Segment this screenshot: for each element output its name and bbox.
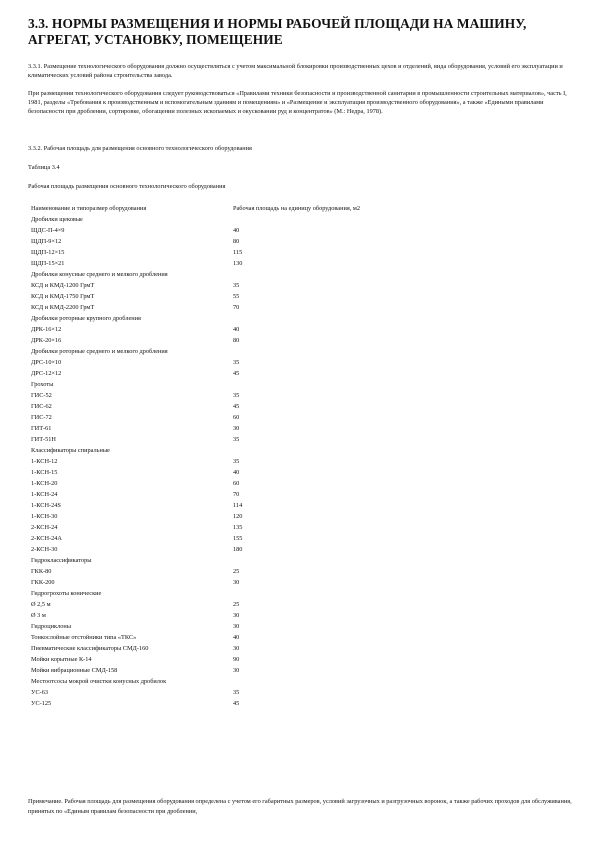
- table-row: [31, 357, 571, 368]
- table-row: [31, 225, 571, 236]
- area-value-cell: 60: [233, 480, 240, 487]
- area-value-cell: 60: [233, 414, 240, 421]
- area-value-cell: 40: [233, 326, 240, 333]
- table-row: [31, 478, 571, 489]
- equipment-name-cell: УС-125: [31, 700, 52, 707]
- equipment-name-cell: КСД и КМД-1750 ГрмТ: [31, 293, 95, 300]
- area-value-cell: 25: [233, 601, 240, 608]
- table-row: [31, 544, 571, 555]
- table-body: [31, 214, 571, 709]
- table-row: [31, 379, 571, 390]
- table-row: [31, 588, 571, 599]
- paragraph-safety-rules: При размещении технологического оборудования следует руководствоваться «Правилами техники безопасности и производственной санитарии в промышленности строительных материалов», часть I, 1981, разделы «Требования к производственным и вспомогательным зданиям и помещениям» и «Размещение и эксплуатация производственного оборудования», а также «Едиными правилами безопасности при дроблении, сортировке, обогащении полезных ископаемых и окусковании руд и концентратов» (М.: Недра, 1978).: [28, 90, 567, 115]
- table-row: [31, 610, 571, 621]
- table-row: [31, 423, 571, 434]
- column-header-name: Наименование и типоразмер оборудования: [31, 205, 147, 212]
- table-row: [31, 445, 571, 456]
- equipment-name-cell: Ø 3 м: [31, 612, 46, 619]
- area-value-cell: 35: [233, 282, 240, 289]
- area-value-cell: 25: [233, 568, 240, 575]
- equipment-name-cell: ЩДС-П-4×9: [31, 227, 65, 234]
- area-value-cell: 45: [233, 370, 240, 377]
- table-row: [31, 533, 571, 544]
- table-row: [31, 489, 571, 500]
- table-label: Таблица 3.4: [28, 164, 60, 171]
- table-row: [31, 698, 571, 709]
- equipment-area-table: [31, 203, 571, 709]
- equipment-name-cell: 2-КСН-24: [31, 524, 58, 531]
- equipment-name-cell: 2-КСН-24А: [31, 535, 62, 542]
- equipment-name-cell: ДРС-10×10: [31, 359, 62, 366]
- equipment-name-cell: Дробилки роторные среднего и мелкого дробления: [31, 348, 168, 355]
- column-header-area: Рабочая площадь на единицу оборудования, м2: [233, 205, 361, 212]
- table-row: [31, 236, 571, 247]
- equipment-name-cell: ГИТ-61: [31, 425, 52, 432]
- equipment-name-cell: ДРС-12×12: [31, 370, 62, 377]
- area-value-cell: 120: [233, 513, 243, 520]
- equipment-name-cell: ДРК-16×12: [31, 326, 62, 333]
- area-value-cell: 40: [233, 634, 240, 641]
- area-value-cell: 30: [233, 579, 240, 586]
- area-value-cell: 80: [233, 337, 240, 344]
- table-row: [31, 522, 571, 533]
- equipment-name-cell: 2-КСН-30: [31, 546, 58, 553]
- area-value-cell: 115: [233, 249, 243, 256]
- equipment-name-cell: КСД и КМД-2200 ГрмТ: [31, 304, 95, 311]
- section-heading: 3.3. НОРМЫ РАЗМЕЩЕНИЯ И НОРМЫ РАБОЧЕЙ ПЛОЩАДИ НА МАШИНУ, АГРЕГАТ, УСТАНОВКУ, ПОМЕЩЕНИЕ: [28, 16, 527, 47]
- area-value-cell: 45: [233, 700, 240, 707]
- paragraph-3-3-1: 3.3.1. Размещение технологического оборудования должно осуществляться с учетом максимальной блокировки производственных цехов и отделений, вида оборудования, условий его эксплуатации и климатических условий района строительства завода.: [28, 63, 563, 79]
- equipment-name-cell: 1-КСН-30: [31, 513, 58, 520]
- table-row: [31, 599, 571, 610]
- area-value-cell: 70: [233, 491, 240, 498]
- equipment-name-cell: ГИС-72: [31, 414, 52, 421]
- table-row: [31, 302, 571, 313]
- area-value-cell: 130: [233, 260, 243, 267]
- table-row: [31, 313, 571, 324]
- area-value-cell: 35: [233, 392, 240, 399]
- equipment-name-cell: Грохоты: [31, 381, 54, 388]
- table-row: [31, 665, 571, 676]
- table-row: [31, 412, 571, 423]
- equipment-name-cell: ГИТ-51Н: [31, 436, 56, 443]
- area-value-cell: 30: [233, 425, 240, 432]
- table-row: [31, 401, 571, 412]
- equipment-name-cell: Мойки вибрационные СМД-158: [31, 667, 118, 674]
- equipment-name-cell: ГКК-200: [31, 579, 55, 586]
- equipment-name-cell: 1-КСН-12: [31, 458, 58, 465]
- area-value-cell: 135: [233, 524, 243, 531]
- equipment-name-cell: ЩДП-12×15: [31, 249, 65, 256]
- equipment-name-cell: Дробилки щековые: [31, 216, 83, 223]
- area-value-cell: 45: [233, 403, 240, 410]
- area-value-cell: 35: [233, 458, 240, 465]
- area-value-cell: 35: [233, 436, 240, 443]
- area-value-cell: 40: [233, 227, 240, 234]
- area-value-cell: 40: [233, 469, 240, 476]
- table-title: Рабочая площадь размещения основного технологического оборудования: [28, 183, 226, 190]
- table-row: [31, 456, 571, 467]
- equipment-name-cell: УС-63: [31, 689, 49, 696]
- table-row: [31, 467, 571, 478]
- equipment-name-cell: 1-КСН-24S: [31, 502, 61, 509]
- area-value-cell: 30: [233, 623, 240, 630]
- area-value-cell: 70: [233, 304, 240, 311]
- equipment-name-cell: ГИС-62: [31, 403, 52, 410]
- table-row: [31, 335, 571, 346]
- equipment-name-cell: Классификаторы спиральные: [31, 447, 110, 454]
- equipment-name-cell: 1-КСН-15: [31, 469, 58, 476]
- equipment-name-cell: 1-КСН-24: [31, 491, 58, 498]
- equipment-name-cell: КСД и КМД-1200 ГрмТ: [31, 282, 95, 289]
- equipment-name-cell: Местоотсосы мокрой очистки конусных дробилок: [31, 678, 167, 685]
- equipment-name-cell: Дробилки конусные среднего и мелкого дробления: [31, 271, 168, 278]
- table-row: [31, 269, 571, 280]
- area-value-cell: 155: [233, 535, 243, 542]
- equipment-name-cell: Мойки корытные К-14: [31, 656, 92, 663]
- table-row: [31, 247, 571, 258]
- table-row: [31, 511, 571, 522]
- table-row: [31, 632, 571, 643]
- equipment-name-cell: ГКК-80: [31, 568, 52, 575]
- equipment-name-cell: 1-КСН-20: [31, 480, 58, 487]
- table-row: [31, 654, 571, 665]
- area-value-cell: 35: [233, 359, 240, 366]
- table-row: [31, 258, 571, 269]
- area-value-cell: 35: [233, 689, 240, 696]
- table-row: [31, 676, 571, 687]
- table-row: [31, 500, 571, 511]
- area-value-cell: 30: [233, 612, 240, 619]
- table-row: [31, 390, 571, 401]
- table-row: [31, 434, 571, 445]
- table-row: [31, 291, 571, 302]
- table-row: [31, 555, 571, 566]
- table-row: [31, 687, 571, 698]
- equipment-name-cell: Гидроклассификаторы: [31, 557, 92, 564]
- paragraph-3-3-2: 3.3.2. Рабочая площадь для размещения основного технологического оборудования: [28, 145, 252, 152]
- area-value-cell: 30: [233, 645, 240, 652]
- table-row: [31, 324, 571, 335]
- equipment-name-cell: Пневматические классификаторы СМД-160: [31, 645, 149, 652]
- table-row: [31, 214, 571, 225]
- area-value-cell: 55: [233, 293, 240, 300]
- equipment-name-cell: ГИС-52: [31, 392, 52, 399]
- area-value-cell: 90: [233, 656, 240, 663]
- table-row: [31, 280, 571, 291]
- table-row: [31, 368, 571, 379]
- table-note: Примечание. Рабочая площадь для размещения оборудования определена с учетом его габаритных размеров, условий загрузочных и разгрузочных воронок, а также рабочих проходов для обслуживания, принятых по «Единым правилам безопасности при дроблении,: [28, 798, 572, 815]
- table-header-row: [31, 203, 571, 214]
- area-value-cell: 80: [233, 238, 240, 245]
- table-row: [31, 621, 571, 632]
- table-row: [31, 346, 571, 357]
- table-row: [31, 566, 571, 577]
- area-value-cell: 180: [233, 546, 243, 553]
- equipment-name-cell: Ø 2,5 м: [31, 601, 51, 608]
- area-value-cell: 114: [233, 502, 243, 509]
- table-row: [31, 577, 571, 588]
- table-row: [31, 643, 571, 654]
- area-value-cell: 30: [233, 667, 240, 674]
- equipment-name-cell: Тонкослойные отстойники типа «ТКС»: [31, 634, 137, 641]
- equipment-name-cell: Гидрогрохоты конические: [31, 590, 102, 597]
- equipment-name-cell: ЩДП-15×21: [31, 260, 65, 267]
- equipment-name-cell: ДРК-20×16: [31, 337, 62, 344]
- equipment-name-cell: Гидроциклоны: [31, 623, 71, 630]
- equipment-name-cell: Дробилки роторные крупного дробления: [31, 315, 141, 322]
- equipment-name-cell: ЩДП-9×12: [31, 238, 62, 245]
